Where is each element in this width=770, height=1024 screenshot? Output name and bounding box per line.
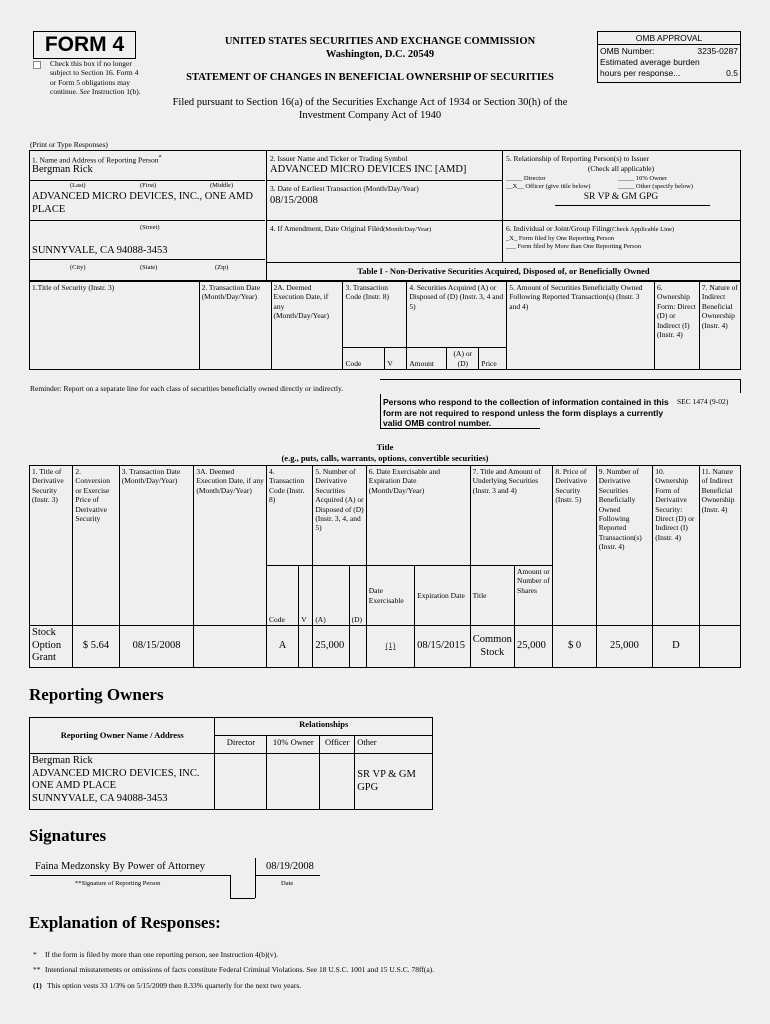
- signatures-heading: Signatures: [29, 826, 107, 845]
- t2-row-nature: [699, 626, 740, 668]
- t1-head-code: 3. Transaction Code (Instr. 8): [343, 282, 407, 348]
- box3-label: 3. Date of Earliest Transaction (Month/Day/Year): [270, 184, 419, 193]
- rel-other: _____ Other (specify below): [618, 183, 693, 190]
- state-label: (State): [140, 264, 158, 271]
- reporting-owners-heading: Reporting Owners: [29, 685, 164, 704]
- owner-ten-percent: [267, 754, 320, 810]
- t2-head-number: 5. Number of Derivative Securities Acquired (A) or Disposed of (D) (Instr. 3, 4, and 5): [313, 466, 366, 566]
- issuer-name: ADVANCED MICRO DEVICES INC [AMD]: [270, 164, 467, 175]
- agency-location: Washington, D.C. 20549: [325, 49, 435, 60]
- box5-label: 5. Relationship of Reporting Person(s) to Issuer: [506, 154, 650, 163]
- t2-amount-shares: Amount or Number of Shares: [515, 566, 553, 626]
- owner-officer: [320, 754, 355, 810]
- omb-number-label: OMB Number:: [600, 46, 655, 56]
- t1-head-amount: 5. Amount of Securities Beneficially Owned Following Reported Transaction(s) (Instr. 3 and 4): [507, 282, 655, 370]
- officer-header: Officer: [320, 736, 355, 754]
- t2-row-deemed: [194, 626, 267, 668]
- signature-date: 08/19/2008: [266, 861, 314, 872]
- owner-line: Bergman Rick: [32, 755, 93, 766]
- reminder-text: Reminder: Report on a separate line for each class of securities beneficially owned directly or indirectly.: [30, 384, 344, 393]
- derivative-table: [29, 465, 741, 668]
- owner-line: SUNNYVALE, CA 94088-3453: [32, 792, 168, 804]
- other-header: Other: [355, 736, 433, 754]
- agency-name: UNITED STATES SECURITIES AND EXCHANGE COMMISSION: [224, 36, 536, 47]
- t2-head-form: 10. Ownership Form of Derivative Security: Direct (D) or Indirect (I) (Instr. 4): [653, 466, 699, 626]
- owner-other: SR VP & GM GPG: [355, 754, 433, 810]
- rel-ten-percent: _____ 10% Owner: [618, 175, 668, 182]
- t2-code: Code: [266, 566, 298, 626]
- t1-price: Price: [479, 348, 507, 370]
- t1-head-nature: 7. Nature of Indirect Beneficial Ownership (Instr. 4): [699, 282, 740, 370]
- box2-label: 2. Issuer Name and Ticker or Trading Symbol: [270, 154, 408, 163]
- t2-row-date: 08/15/2008: [119, 626, 194, 668]
- rel-title: SR VP & GM GPG: [583, 192, 659, 202]
- footnote-item: * If the form is filed by more than one reporting person, see Instruction 4(b)(v).: [33, 950, 279, 959]
- t1-head-deemed: 2A. Deemed Execution Date, if any (Month/Day/Year): [271, 282, 343, 370]
- checkbox-note: Check this box if no longer subject to Section 16. Form 4 or Form 5 obligations may continue. See Instruction 1(b).: [50, 59, 141, 97]
- address-line: ADVANCED MICRO DEVICES, INC., ONE AMD PLACE: [32, 191, 253, 215]
- t2-v: V: [299, 566, 313, 626]
- t2-row-exercisable: [366, 626, 414, 668]
- person-name: Bergman Rick: [32, 164, 93, 175]
- zip-label: (Zip): [215, 264, 229, 271]
- owner-name-address: [30, 754, 215, 810]
- table2-title: Title: [376, 442, 394, 452]
- footnote-list: [33, 950, 733, 990]
- omb-persons-notice: Persons who respond to the collection of information contained in this form are not required to respond unless the form displays a currently valid OMB control number.: [383, 397, 669, 429]
- owner-director: [215, 754, 267, 810]
- t2-d: (D): [349, 566, 366, 626]
- rel-officer: __X__ Officer (give title below): [506, 183, 591, 190]
- t1-a-or-d: (A) or (D): [447, 348, 479, 370]
- t2-head-underlying: 7. Title and Amount of Underlying Securities (Instr. 3 and 4): [470, 466, 553, 566]
- director-header: Director: [215, 736, 267, 754]
- table-row: [30, 626, 741, 668]
- t2-row-owned: 25,000: [596, 626, 652, 668]
- t2-row-underlying-amount: 25,000: [515, 626, 553, 668]
- t2-row-code: A: [266, 626, 298, 668]
- t2-row-form: D: [653, 626, 699, 668]
- omb-title: OMB APPROVAL: [635, 33, 703, 43]
- statement-title: STATEMENT OF CHANGES IN BENEFICIAL OWNERSHIP OF SECURITIES: [186, 72, 554, 83]
- t2-a: (A): [313, 566, 349, 626]
- owner-name-header: Reporting Owner Name / Address: [30, 718, 215, 754]
- t2-head-nature: 11. Nature of Indirect Beneficial Ownership (Instr. 4): [699, 466, 740, 626]
- t2-head-title: 1. Title of Derivative Security (Instr. 3): [30, 466, 73, 626]
- omb-hours: 0.5: [726, 68, 738, 78]
- earliest-date: 08/15/2008: [270, 195, 318, 206]
- t2-row-security: Stock Option Grant: [30, 626, 73, 668]
- t2-row-disposed: [349, 626, 366, 668]
- box6-option-two: ___ Form filed by More than One Reporting Person: [506, 243, 642, 250]
- t2-expiration: Expiration Date: [415, 566, 470, 626]
- explanation-heading: Explanation of Responses:: [29, 913, 221, 932]
- t2-head-code: 4. Transaction Code (Instr. 8): [266, 466, 312, 566]
- t2-head-conversion: 2. Conversion or Exercise Price of Derivative Security: [73, 466, 119, 626]
- signer-name: Faina Medzonsky By Power of Attorney: [35, 861, 206, 872]
- omb-number: 3235-0287: [697, 46, 738, 56]
- print-note: (Print or Type Responses): [30, 140, 108, 149]
- t2-row-deriv-price: $ 0: [553, 626, 596, 668]
- box5-sub: (Check all applicable): [587, 164, 655, 173]
- footnote-1-link[interactable]: (1): [385, 640, 396, 651]
- t1-amount: Amount: [407, 348, 447, 370]
- t2-head-price: 8. Price of Derivative Security (Instr. 5): [553, 466, 596, 626]
- rel-director: _____ Director: [506, 175, 546, 182]
- t1-head-title: 1.Title of Security (Instr. 3): [30, 282, 200, 370]
- signature-label: **Signature of Reporting Person: [75, 880, 161, 887]
- t1-code: Code: [343, 348, 385, 370]
- t2-head-date: 3. Transaction Date (Month/Day/Year): [119, 466, 194, 626]
- city-line: SUNNYVALE, CA 94088-3453: [32, 245, 168, 256]
- t2-row-price: $ 5.64: [73, 626, 119, 668]
- t2-head-owned: 9. Number of Derivative Securities Beneficially Owned Following Reported Transaction(s) (Instr. 4): [596, 466, 652, 626]
- t1-head-date: 2. Transaction Date (Month/Day/Year): [199, 282, 271, 370]
- middle-label: (Middle): [210, 182, 234, 189]
- footnote-item: ** Intentional misstatements or omissions of facts constitute Federal Criminal Violations. See 18 U.S.C. 1001 and 15 U.S.C. 78ff(a).: [33, 965, 435, 975]
- omb-burden: Estimated average burden: [600, 57, 700, 67]
- owner-line: ONE AMD PLACE: [32, 780, 117, 792]
- ten-percent-header: 10% Owner: [267, 736, 320, 754]
- box1-label: 1. Name and Address of Reporting Person*: [32, 154, 162, 165]
- t2-underlying-title: Title: [470, 566, 514, 626]
- t2-row-expiration: 08/15/2015: [415, 626, 470, 668]
- t1-head-acquired: 4. Securities Acquired (A) or Disposed of (D) (Instr. 3, 4 and 5): [407, 282, 507, 348]
- t1-v: V: [385, 348, 407, 370]
- reporting-owners-table: [29, 717, 433, 810]
- table-row: [30, 754, 433, 810]
- footnote-item: (1) This option vests 33 1/3% on 5/15/2009 then 8.33% quarterly for the next two years.: [33, 980, 302, 990]
- t2-head-exercisable: 6. Date Exercisable and Expiration Date (Month/Day/Year): [366, 466, 470, 566]
- table1-title: Table I - Non-Derivative Securities Acquired, Disposed of, or Beneficially Owned: [357, 266, 650, 276]
- form-title: FORM 4: [44, 33, 125, 56]
- first-label: (First): [140, 182, 157, 189]
- filed-pursuant: Filed pursuant to Section 16(a) of the Securities Exchange Act of 1934 or Section 30(h) of the Investment Company Act of 1940: [172, 97, 568, 121]
- t2-row-acquired: 25,000: [313, 626, 349, 668]
- t2-row-underlying-title: Common Stock: [470, 626, 514, 668]
- t2-row-v: [299, 626, 313, 668]
- box6-option-one: _X_ Form filed by One Reporting Person: [506, 235, 614, 242]
- t2-head-deemed: 3A. Deemed Execution Date, if any (Month/Day/Year): [194, 466, 267, 626]
- city-label: (City): [70, 264, 86, 271]
- relationships-header: Relationships: [215, 718, 433, 736]
- street-label: (Street): [140, 224, 160, 231]
- last-label: (Last): [70, 182, 86, 189]
- t1-head-form: 6. Ownership Form: Direct (D) or Indirect (I) (Instr. 4): [654, 282, 699, 370]
- owner-line: ADVANCED MICRO DEVICES, INC.: [32, 767, 200, 779]
- date-label: Date: [281, 880, 294, 887]
- box4-label: 4. If Amendment, Date Original Filed(Month/Day/Year): [270, 224, 432, 233]
- non-derivative-table: [29, 281, 741, 370]
- t2-date-exercisable: Date Exercisable: [366, 566, 414, 626]
- box6-label: 6. Individual or Joint/Group Filing(Check Applicable Line): [506, 224, 675, 233]
- sec-code: SEC 1474 (9-02): [677, 397, 729, 406]
- omb-hours-label: hours per response...: [600, 68, 681, 78]
- table2-subtitle: (e.g., puts, calls, warrants, options, convertible securities): [281, 453, 489, 463]
- no-longer-subject-checkbox[interactable]: [33, 61, 41, 69]
